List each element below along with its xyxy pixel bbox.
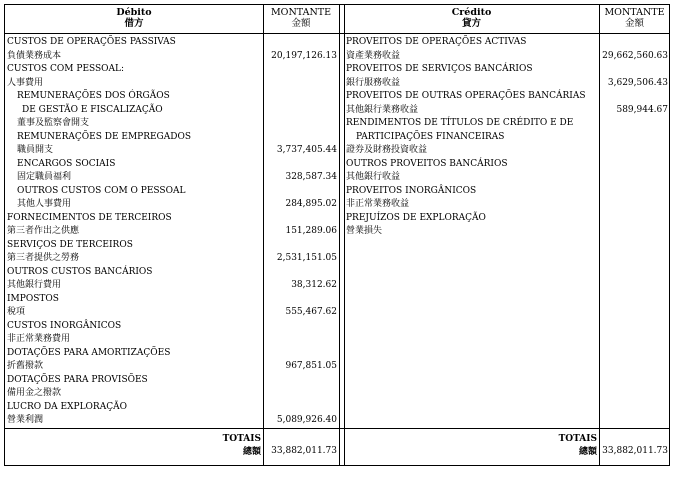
table-row bbox=[344, 104, 670, 118]
debit-total-value: 33,882,011.73 bbox=[271, 446, 337, 456]
row-label: 固定職員福利 bbox=[17, 172, 72, 182]
row-label: OUTROS PROVEITOS BANCÁRIOS bbox=[346, 158, 508, 169]
table-row bbox=[5, 374, 339, 388]
row-amount: 20,197,126.13 bbox=[271, 50, 337, 61]
row-label: DE GESTÃO E FISCALIZAÇÃO bbox=[22, 104, 163, 115]
table-row bbox=[5, 414, 339, 428]
table-row bbox=[5, 320, 339, 334]
table-row bbox=[5, 333, 339, 347]
row-label: ENCARGOS SOCIAIS bbox=[17, 158, 116, 169]
totals-label-zh: 總額 bbox=[578, 447, 597, 457]
totals-label-zh: 總額 bbox=[242, 447, 261, 457]
row-amount: 3,629,506.43 bbox=[607, 77, 668, 88]
row-label: PARTICIPAÇÕES FINANCEIRAS bbox=[356, 131, 505, 142]
table-row bbox=[5, 50, 339, 64]
table-row bbox=[5, 293, 339, 307]
amount-header-pt: MONTANTE bbox=[604, 7, 665, 18]
row-label: OUTROS CUSTOS COM O PESSOAL bbox=[17, 185, 186, 196]
credit-amount-header bbox=[599, 7, 670, 29]
row-label: PROVEITOS DE SERVIÇOS BANCÁRIOS bbox=[346, 64, 533, 74]
row-label: IMPOSTOS bbox=[7, 293, 59, 304]
totals-label-pt: TOTAIS bbox=[222, 434, 261, 444]
table-row bbox=[344, 144, 670, 158]
table-row bbox=[5, 144, 339, 158]
row-label: 董事及監察會開支 bbox=[17, 118, 90, 128]
table-row bbox=[5, 185, 339, 199]
row-label: 證券及財務投資收益 bbox=[346, 145, 428, 155]
row-label: 人事費用 bbox=[7, 77, 44, 88]
row-label: 第三者作出之供應 bbox=[7, 226, 80, 236]
debit-header-pt: Débito bbox=[116, 7, 152, 18]
table-row bbox=[5, 77, 339, 91]
table-row bbox=[5, 131, 339, 145]
amount-header-pt: MONTANTE bbox=[270, 7, 332, 18]
table-row bbox=[5, 212, 339, 226]
row-amount: 967,851.05 bbox=[285, 361, 337, 371]
table-row bbox=[344, 63, 670, 77]
header-divider bbox=[5, 33, 669, 34]
row-label: 稅項 bbox=[7, 307, 26, 317]
table-row bbox=[5, 225, 339, 239]
table-row bbox=[5, 266, 339, 280]
table-row bbox=[344, 185, 670, 199]
row-label: FORNECIMENTOS DE TERCEIROS bbox=[7, 212, 172, 223]
row-label: RENDIMENTOS DE TÍTULOS DE CRÉDITO E DE bbox=[346, 118, 574, 128]
row-label: 其他銀行收益 bbox=[346, 172, 401, 182]
row-label: PROVEITOS INORGÂNICOS bbox=[346, 185, 477, 196]
row-label: 第三者提供之勞務 bbox=[7, 253, 80, 263]
row-label: PROVEITOS DE OPERAÇÕES ACTIVAS bbox=[346, 37, 527, 47]
row-label: 職員開支 bbox=[17, 145, 54, 155]
table-row bbox=[5, 104, 339, 118]
row-label: 銀行服務收益 bbox=[346, 77, 401, 88]
credit-header bbox=[344, 7, 599, 29]
table-row bbox=[344, 90, 670, 104]
credit-total-value: 33,882,011.73 bbox=[602, 446, 668, 456]
totals-label-pt: TOTAIS bbox=[558, 434, 597, 444]
amount-header-zh: 金額 bbox=[291, 18, 311, 29]
row-amount: 2,531,151.05 bbox=[276, 253, 337, 263]
row-label: DOTAÇÕES PARA AMORTIZAÇÕES bbox=[7, 347, 171, 358]
row-label: 非正常業務費用 bbox=[7, 334, 71, 344]
row-amount: 328,587.34 bbox=[285, 172, 337, 182]
table-row bbox=[5, 279, 339, 293]
table-row bbox=[5, 90, 339, 104]
debit-totals-label bbox=[185, 433, 261, 459]
table-row bbox=[344, 50, 670, 64]
table-row bbox=[344, 198, 670, 212]
statement-table bbox=[4, 4, 670, 466]
row-label: REMUNERAÇÕES DOS ÓRGÃOS bbox=[17, 91, 170, 101]
row-label: 資產業務收益 bbox=[346, 50, 401, 61]
debit-header bbox=[5, 7, 263, 29]
row-amount: 3,737,405.44 bbox=[276, 145, 337, 155]
row-label: 其他銀行業務收益 bbox=[346, 104, 419, 115]
table-row bbox=[344, 171, 670, 185]
row-label: PROVEITOS DE OUTRAS OPERAÇÕES BANCÁRIAS bbox=[346, 91, 586, 101]
row-amount: 589,944.67 bbox=[616, 104, 668, 115]
row-label: SERVIÇOS DE TERCEIROS bbox=[7, 239, 133, 250]
credit-body bbox=[344, 36, 670, 426]
table-row bbox=[5, 360, 339, 374]
table-row bbox=[344, 225, 670, 239]
credit-header-zh: 貸方 bbox=[461, 18, 481, 29]
row-label: REMUNERAÇÕES DE EMPREGADOS bbox=[17, 131, 192, 142]
row-label: 非正常業務收益 bbox=[346, 199, 410, 209]
row-label: CUSTOS INORGÂNICOS bbox=[7, 320, 122, 331]
table-row bbox=[5, 36, 339, 50]
row-amount: 284,895.02 bbox=[285, 199, 337, 209]
credit-totals-label bbox=[515, 433, 597, 459]
row-label: 其他人事費用 bbox=[17, 199, 72, 209]
debit-body bbox=[5, 36, 339, 426]
credit-header-pt: Crédito bbox=[451, 7, 492, 18]
row-label: LUCRO DA EXPLORAÇÃO bbox=[7, 401, 127, 412]
row-amount: 38,312.62 bbox=[291, 280, 337, 290]
table-row bbox=[344, 158, 670, 172]
row-label: 折舊撥款 bbox=[7, 361, 44, 371]
row-label: DOTAÇÕES PARA PROVISÕES bbox=[7, 374, 148, 385]
table-row bbox=[344, 131, 670, 145]
debit-amount-header bbox=[263, 7, 339, 29]
row-amount: 29,662,560.63 bbox=[602, 50, 668, 61]
table-row bbox=[5, 63, 339, 77]
table-row bbox=[5, 401, 339, 415]
amount-header-zh: 金額 bbox=[624, 18, 644, 29]
table-row bbox=[344, 117, 670, 131]
table-row bbox=[5, 158, 339, 172]
row-label: 其他銀行費用 bbox=[7, 280, 62, 290]
row-label: OUTROS CUSTOS BANCÁRIOS bbox=[7, 266, 153, 277]
row-amount: 555,467.62 bbox=[285, 307, 337, 317]
table-row bbox=[344, 36, 670, 50]
row-amount: 151,289.06 bbox=[285, 226, 337, 236]
row-amount: 5,089,926.40 bbox=[276, 415, 337, 425]
row-label: 備用金之撥款 bbox=[7, 388, 62, 398]
table-row bbox=[5, 306, 339, 320]
row-label: PREJUÍZOS DE EXPLORAÇÃO bbox=[346, 212, 486, 223]
table-row bbox=[5, 171, 339, 185]
table-row bbox=[5, 117, 339, 131]
table-row bbox=[5, 252, 339, 266]
table-row bbox=[344, 77, 670, 91]
row-label: 負債業務成本 bbox=[7, 50, 62, 61]
totals-divider bbox=[5, 428, 669, 429]
table-row bbox=[5, 347, 339, 361]
table-row bbox=[344, 212, 670, 226]
debit-header-zh: 借方 bbox=[124, 18, 144, 29]
row-label: CUSTOS COM PESSOAL: bbox=[7, 64, 125, 74]
table-row bbox=[5, 198, 339, 212]
row-label: 營業損失 bbox=[346, 226, 383, 236]
row-label: 營業利潤 bbox=[7, 415, 44, 425]
table-row bbox=[5, 387, 339, 401]
row-label: CUSTOS DE OPERAÇÕES PASSIVAS bbox=[7, 37, 176, 47]
table-row bbox=[5, 239, 339, 253]
col-divider bbox=[339, 5, 340, 465]
